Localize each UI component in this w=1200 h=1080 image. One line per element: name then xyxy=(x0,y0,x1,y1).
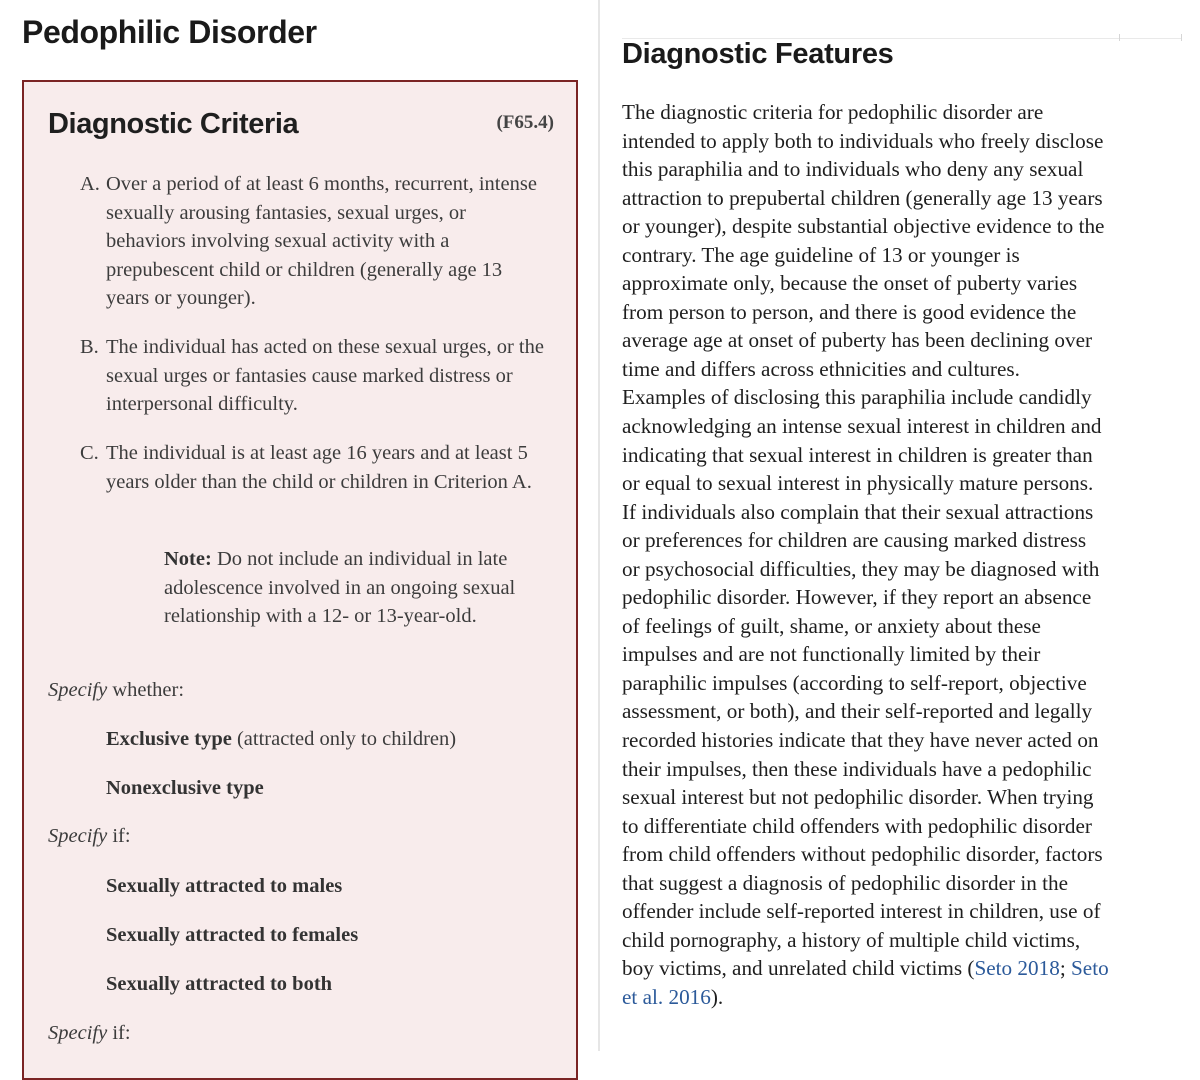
rule-tick xyxy=(1119,34,1120,41)
body-line: or psychosocial difficulties, they may be diagnosed with xyxy=(622,556,1100,581)
criterion-letter: B. xyxy=(80,336,99,358)
criterion-a xyxy=(80,170,550,313)
body-line: paraphilic impulses (according to self-report, objective xyxy=(622,670,1087,695)
body-line: sexual interest but not pedophilic disorder. When trying xyxy=(622,785,1094,810)
right-page xyxy=(600,0,1200,1051)
body-line: time and differs across ethnicities and cultures. xyxy=(622,356,1020,381)
nonexclusive-type-option xyxy=(106,777,264,800)
body-line: average age at onset of puberty has been declining over xyxy=(622,328,1093,353)
specify-suffix: if: xyxy=(112,1022,131,1044)
attraction-option-label: Sexually attracted to both xyxy=(106,973,333,995)
body-line: child pornography, a history of multiple child victims, xyxy=(622,927,1081,952)
criterion-text: The individual has acted on these sexual urges, or the sexual urges or fantasies cause marked distress or interpersonal difficulty. xyxy=(106,336,544,416)
body-line: acknowledging an intense sexual interest in children and xyxy=(622,414,1102,439)
body-line: contrary. The age guideline of 13 or younger is xyxy=(622,242,1020,267)
body-line: impulses and are not functionally limited by their xyxy=(622,642,1041,667)
body-line: or younger), despite substantial objective evidence to the xyxy=(622,214,1105,239)
specify-if-second xyxy=(48,1022,131,1045)
citation-link[interactable]: Seto xyxy=(1071,956,1109,981)
criterion-letter: A. xyxy=(80,173,100,195)
attraction-option xyxy=(106,973,332,996)
criterion-text: The individual is at least age 16 years and at least 5 years older than the child or children in Criterion A. xyxy=(106,442,532,493)
body-line: from person to person, and there is good evidence the xyxy=(622,299,1077,324)
exclusive-type-option xyxy=(106,728,456,751)
body-line: approximate only, because the onset of puberty varies xyxy=(622,271,1078,296)
body-line: pedophilic disorder. However, if they report an absence xyxy=(622,585,1092,610)
criteria-heading: Diagnostic Criteria xyxy=(48,108,299,140)
criterion-b xyxy=(80,333,550,419)
specify-word: Specify xyxy=(48,825,108,847)
body-line: their impulses, then these individuals have a pedophilic xyxy=(622,756,1092,781)
body-line: of feelings of guilt, shame, or anxiety about these xyxy=(622,613,1041,638)
body-line: attraction to prepubertal children (generally age 13 years xyxy=(622,185,1103,210)
note-label: Note: xyxy=(164,548,212,570)
body-line: this paraphilia and to individuals who deny any sexual xyxy=(622,157,1084,182)
last-line-prefix: boy victims, and unrelated child victims ( xyxy=(622,956,975,981)
diagnostic-criteria-box xyxy=(22,80,578,1080)
closing-paren: ). xyxy=(710,984,724,1009)
body-line: that suggest a diagnosis of pedophilic disorder in the xyxy=(622,870,1069,895)
attraction-option xyxy=(106,875,342,898)
specify-if xyxy=(48,825,131,848)
criterion-text: Over a period of at least 6 months, recurrent, intense sexually arousing fantasies, sexual urges, or behaviors involving sexual activity with a prepubescent child or children (generally age 13 years or younger). xyxy=(106,173,537,310)
section-body xyxy=(622,98,1197,1012)
criterion-letter: C. xyxy=(80,442,99,464)
rule-tick xyxy=(1181,34,1182,41)
specify-word: Specify xyxy=(48,679,108,701)
body-line: or preferences for children are causing marked distress xyxy=(622,528,1087,553)
section-title: Diagnostic Features xyxy=(622,38,894,70)
attraction-option-label: Sexually attracted to males xyxy=(106,875,343,897)
specify-whether xyxy=(48,679,184,702)
body-line: indicating that sexual interest in children is greater than xyxy=(622,442,1093,467)
criterion-note xyxy=(164,545,564,631)
body-last-line xyxy=(622,954,1197,983)
left-page xyxy=(0,0,600,1051)
body-line: to differentiate child offenders with pedophilic disorder xyxy=(622,813,1092,838)
body-line: If individuals also complain that their sexual attractions xyxy=(622,499,1094,524)
body-line: Examples of disclosing this paraphilia include candidly xyxy=(622,385,1092,410)
exclusive-type-label: Exclusive type xyxy=(106,728,232,750)
attraction-option-label: Sexually attracted to females xyxy=(106,924,359,946)
citation-link[interactable]: et al. 2016 xyxy=(622,984,711,1009)
body-line: from child offenders without pedophilic disorder, factors xyxy=(622,842,1103,867)
body-line: intended to apply both to individuals who freely disclose xyxy=(622,128,1104,153)
body-line: assessment, or both), and their self-reported and legally xyxy=(622,699,1093,724)
body-line: offender include self-reported interest in children, use of xyxy=(622,899,1101,924)
body-closing-line xyxy=(622,983,1197,1012)
criterion-c xyxy=(80,439,550,496)
body-line: The diagnostic criteria for pedophilic disorder are xyxy=(622,100,1044,124)
exclusive-type-note: (attracted only to children) xyxy=(236,728,457,750)
body-line: recorded histories indicate that they have never acted on xyxy=(622,728,1099,753)
specify-word: Specify xyxy=(48,1022,108,1044)
note-text: Do not include an individual in late adolescence involved in an ongoing sexual relationship with a 12- or 13-year-old. xyxy=(164,548,516,628)
nonexclusive-type-label: Nonexclusive type xyxy=(106,777,264,799)
citation-separator: ; xyxy=(1059,956,1071,981)
diagnosis-code: (F65.4) xyxy=(496,112,554,133)
body-line: or equal to sexual interest in physically mature persons. xyxy=(622,471,1094,496)
attraction-option xyxy=(106,924,358,947)
page-title: Pedophilic Disorder xyxy=(22,14,317,50)
specify-suffix: if: xyxy=(112,825,131,847)
citation-link[interactable]: Seto 2018 xyxy=(974,956,1060,981)
specify-suffix: whether: xyxy=(112,679,185,701)
